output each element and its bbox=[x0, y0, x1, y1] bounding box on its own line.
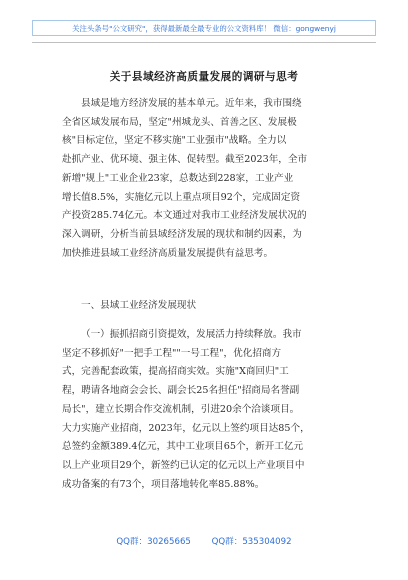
paragraph-line: 增长值8.5%，实施亿元以上重点项目92个，完成固定资 bbox=[62, 191, 301, 203]
header-banner bbox=[32, 20, 376, 36]
section-heading-block bbox=[62, 297, 352, 316]
footer-qq-groups bbox=[0, 535, 408, 547]
paragraph-line: 大力实施产业招商，2023年，亿元以上签约项目达85个， bbox=[62, 422, 310, 434]
paragraph-line: 产投资285.74亿元。本文通过对我市工业经济发展状况的 bbox=[62, 210, 307, 222]
header-divider bbox=[32, 42, 376, 43]
paragraph-line: 以上产业项目29个，新签约已认定的亿元以上产业项目中 bbox=[62, 459, 305, 471]
qq-group-2: QQ群：535304092 bbox=[211, 537, 292, 547]
section-heading: 一、县域工业经济发展现状 bbox=[81, 300, 197, 311]
paragraph-line: 总签约金额389.4亿元，其中工业项目65个，新开工亿元 bbox=[62, 441, 304, 453]
paragraph-line: 新增"规上"工业企业23家，总数达到228家，工业产业 bbox=[62, 172, 294, 184]
qq-group-1: QQ群：30265665 bbox=[116, 537, 191, 547]
header-banner-text: 关注头条号"公文研究"，获得最新最全最专业的公文资料库！ 微信：gongwenyj bbox=[72, 23, 336, 33]
paragraph-line: 深入调研，分析当前县域经济发展的现状和制约因素，为 bbox=[62, 228, 302, 240]
subsection-paragraph bbox=[62, 326, 352, 494]
paragraph-line: 成功备案的有73个，项目落地转化率85.88%。 bbox=[62, 478, 265, 490]
paragraph-line: 全省区域发展布局，坚定"州城龙头、首善之区、发展极 bbox=[62, 116, 297, 128]
paragraph-line: 加快推进县域工业经济高质量发展提供有益思考。 bbox=[62, 247, 274, 259]
paragraph-line: 县域是地方经济发展的基本单元。近年来，我市围绕 bbox=[81, 98, 302, 109]
document-title: 关于县域经济高质量发展的调研与思考 bbox=[109, 71, 299, 83]
paragraph-line: 核"目标定位，坚定不移实施"工业强市"战略。全力以 bbox=[62, 135, 287, 147]
paragraph-line: 坚定不移抓好"一把手工程""一号工程"，优化招商方 bbox=[62, 347, 282, 359]
paragraph-line: （一）振抓招商引资提效，发展活力持续释放。我市 bbox=[81, 329, 302, 340]
paragraph-line: 式，完善配套政策，提高招商实效。实施"X商回归"工 bbox=[62, 366, 289, 378]
intro-paragraph bbox=[62, 95, 352, 263]
paragraph-line: 局长"，建立长期合作交流机制，引进20余个洽谈项目。 bbox=[62, 403, 300, 415]
paragraph-line: 程，聘请各地商会会长、副会长25名担任"招商局名誉副 bbox=[62, 385, 300, 397]
paragraph-line: 赴抓产业、优环境、强主体、促转型。截至2023年，全市 bbox=[62, 154, 308, 166]
